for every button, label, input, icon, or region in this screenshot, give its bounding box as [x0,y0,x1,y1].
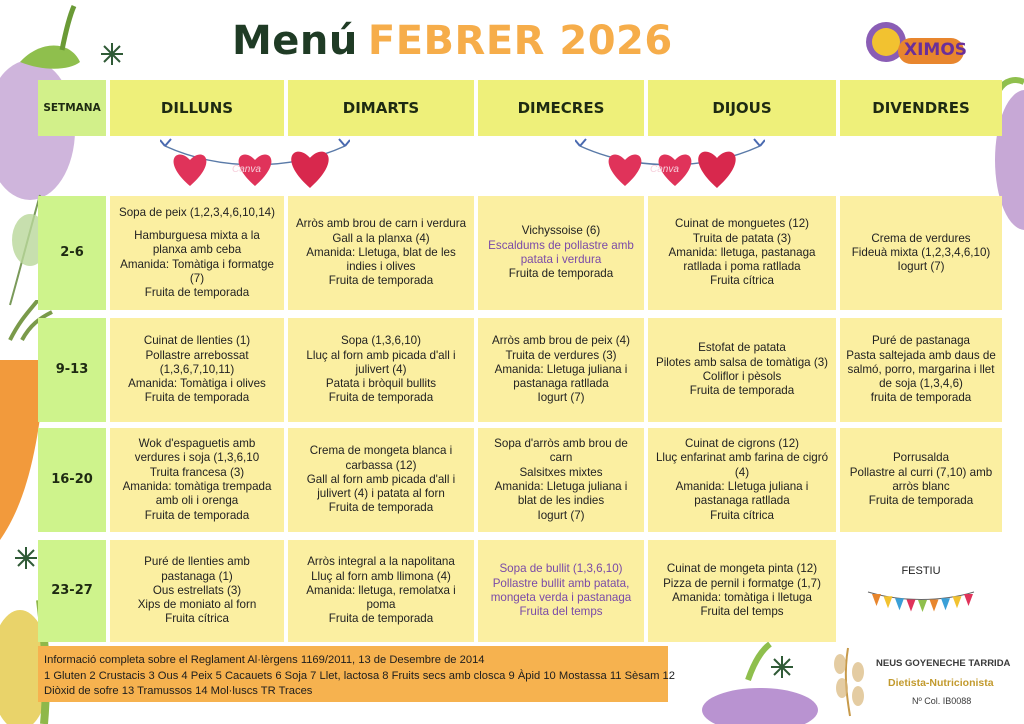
menu-cell-dimecres [478,540,644,642]
menu-line: Sopa de peix (1,2,3,4,6,10,14) [119,205,275,219]
header-day-dimarts: DIMARTS [288,80,474,136]
menu-line: Cuinat de cigrons (12) [684,437,800,451]
menu-line: Pollastre arrebossat (1,3,6,7,10,11) [145,348,249,376]
sparkle-icon [14,546,38,570]
menu-line: Cuinat de llenties (1) [143,334,251,348]
menu-line: Fruita de temporada [144,508,250,522]
week-label: 2-6 [38,196,106,310]
menu-line: Cuinat de monguetes (12) [674,217,810,231]
menu-line: Sopa d'arròs amb brou de carn [494,437,628,465]
week-label: 9-13 [38,318,106,422]
allergen-info-line1: Informació completa sobre el Reglament Al·lèrgens 1169/2011, 13 de Desembre de 2014 [44,654,485,666]
menu-line: Truita francesa (3) [149,465,245,479]
menu-cell-dilluns [110,318,284,422]
menu-line: Arròs amb brou de carn i verdura [295,217,467,231]
menu-line: Fruita del temps [700,605,784,619]
menu-line: Fruita de temporada [144,286,250,300]
allergen-info [38,646,675,702]
week-label: 16-20 [38,428,106,532]
menu-cell-festiu [840,540,1002,642]
nutritionist-signature [820,640,1020,720]
menu-line: Amanida: tomàtiga trempada amb oli i orenga [122,480,272,508]
menu-cell-dimecres [478,428,644,532]
menu-line: Gall a la planxa (4) [332,231,430,245]
menu-cell-dilluns [110,428,284,532]
menu-line: Amanida: Lletuga, blat de les indies i olives [306,245,456,274]
menu-line: Arròs amb brou de peix (4) [492,334,630,348]
menu-cell-dimarts [288,428,474,532]
menu-line: Truita de patata (3) [692,231,792,245]
menu-line: Pilotes amb salsa de tomàtiga (3) [655,355,829,369]
menu-line: Sopa de bullit (1,3,6,10) [499,562,623,576]
menu-cell-dimecres [478,196,644,310]
menu-line: Amanida: Lletuga juliana i blat de les indies [494,480,628,508]
signature-name: NEUS GOYENECHE TARRIDA [876,658,1011,669]
menu-line: Escaldums de pollastre amb patata i verdura [488,238,634,266]
menu-line: Puré de pastanaga [872,334,970,348]
menu-line: Iogurt (7) [897,260,945,274]
menu-line: Amanida: Lletuga juliana i pastanaga ratllada [675,480,809,508]
menu-line: Hamburguesa mixta a la planxa amb ceba [134,228,260,257]
menu-cell-divendres [840,318,1002,422]
sparkle-icon [100,42,124,66]
title-prefix: Menú [232,18,358,64]
garland-text-right: Canva [650,164,679,175]
menu-cell-dijous [648,196,836,310]
menu-line: Salsitxes mixtes [519,465,603,479]
logo-text: XIMOS [904,40,968,60]
header-day-divendres: DIVENDRES [840,80,1002,136]
allergen-info-line2: 1 Gluten 2 Crustacis 3 Ous 4 Peix 5 Cacauets 6 Soja 7 Llet, lactosa 8 Fruits secs amb closca 9 Àpid 10 Mostassa 11 Sèsam 12 [44,669,675,682]
menu-line: Xips de moniato al forn [137,598,257,612]
menu-line: Fruita de temporada [868,494,974,508]
page-title [232,18,673,74]
garland-text-left: Canva [232,164,261,175]
menu-line: Iogurt (7) [537,508,585,522]
menu-line: Pollastre bullit amb patata, mongeta verda i pastanaga [490,576,632,604]
menu-line: Arròs integral a la napolitana [307,555,455,569]
menu-line: Amanida: lletuga, remolatxa i poma [306,583,456,612]
menu-line: Fruita de temporada [328,274,434,288]
menu-line: Fruita de temporada [328,612,434,626]
menu-cell-dijous [648,540,836,642]
menu-cell-dimarts [288,540,474,642]
menu-cell-divendres [840,196,1002,310]
menu-line: Sopa (1,3,6,10) [341,334,421,348]
menu-line: Amanida: Tomàtiga i formatge (7) [120,257,274,285]
menu-line: Amanida: Lletuga juliana i pastanaga ratllada [494,362,628,391]
menu-line: Porrusalda [892,451,950,465]
menu-line: Crema de verdures [871,231,971,245]
menu-cell-dimarts [288,318,474,422]
menu-line: Gall al forn amb picada d'all i julivert (4) i patata al forn [306,472,456,501]
signature-role: Dietista-Nutricionista [888,677,994,689]
menu-line: Amanida: Tomàtiga i olives [128,377,266,391]
menu-line: Coliflor i pèsols [702,370,782,383]
menu-cell-dijous [648,318,836,422]
menu-line: Pollastre al curri (7,10) amb arròs blanc [849,465,993,493]
menu-line: Fruita de temporada [508,267,614,281]
menu-line: Fruita cítrica [165,612,229,626]
menu-cell-dijous [648,428,836,532]
menu-line: Amanida: tomàtiga i lletuga [672,591,812,604]
menu-line: Fruita de temporada [689,384,795,398]
menu-line: Lluç al forn amb llimona (4) [311,569,451,583]
menu-line: Pasta saltejada amb daus de salmó, porro, margarina i llet de soja (1,3,4,6) [846,348,996,391]
menu-cell-divendres [840,428,1002,532]
menu-line: Truita de verdures (3) [505,348,617,362]
header-day-dilluns: DILLUNS [110,80,284,136]
menu-line: Fideuà mixta (1,2,3,4,6,10) [851,245,991,259]
menu-line: Iogurt (7) [537,391,585,405]
signature-col: Nº Col. IB0088 [912,696,972,706]
header-day-dimecres: DIMECRES [478,80,644,136]
title-month-year: FEBRER 2026 [367,18,673,64]
menu-line: Amanida: lletuga, pastanaga ratllada i poma ratllada [668,245,816,274]
menu-cell-dilluns [110,540,284,642]
menu-line: Fruita de temporada [328,501,434,515]
menu-line: Fruita de temporada [328,391,434,405]
menu-line: Lluç enfarinat amb farina de cigró (4) [655,451,829,479]
menu-line: Puré de llenties amb pastanaga (1) [144,555,250,583]
bunting-flags-icon [866,588,976,618]
week-label: 23-27 [38,540,106,642]
menu-line: Patata i bròquil bullits [325,377,437,391]
menu-line: Fruita cítrica [710,274,774,288]
menu-cell-dimecres [478,318,644,422]
menu-line: Ous estrellats (3) [152,583,242,597]
menu-line: Pizza de pernil i formatge (1,7) [663,576,821,590]
header-setmana: SETMANA [38,80,106,136]
school-logo [864,14,966,68]
sparkle-icon [770,655,794,679]
menu-line: Fruita del temps [519,605,603,619]
menu-line: Vichyssoise (6) [521,224,601,238]
festiu-label: FESTIU [901,564,941,577]
menu-line: Cuinat de mongeta pinta (12) [666,562,818,576]
eggplant-bottom [700,640,820,724]
menu-line: Fruita de temporada [144,391,250,405]
menu-line: Crema de mongeta blanca i carbassa (12) [309,444,453,472]
header-day-dijous: DIJOUS [648,80,836,136]
menu-line: Estofat de patata [698,341,786,355]
menu-cell-dilluns [110,196,284,310]
menu-line: Lluç al forn amb picada d'all i julivert (4) [306,348,456,376]
menu-line: Wok d'espaguetis amb verdures i soja (1,3,6,10 [134,437,260,465]
allergen-info-line3: Diòxid de sofre 13 Tramussos 14 Mol·luscs TR Traces [44,685,313,697]
menu-cell-dimarts [288,196,474,310]
menu-line: fruita de temporada [870,391,972,405]
menu-line: Fruita cítrica [710,508,774,522]
